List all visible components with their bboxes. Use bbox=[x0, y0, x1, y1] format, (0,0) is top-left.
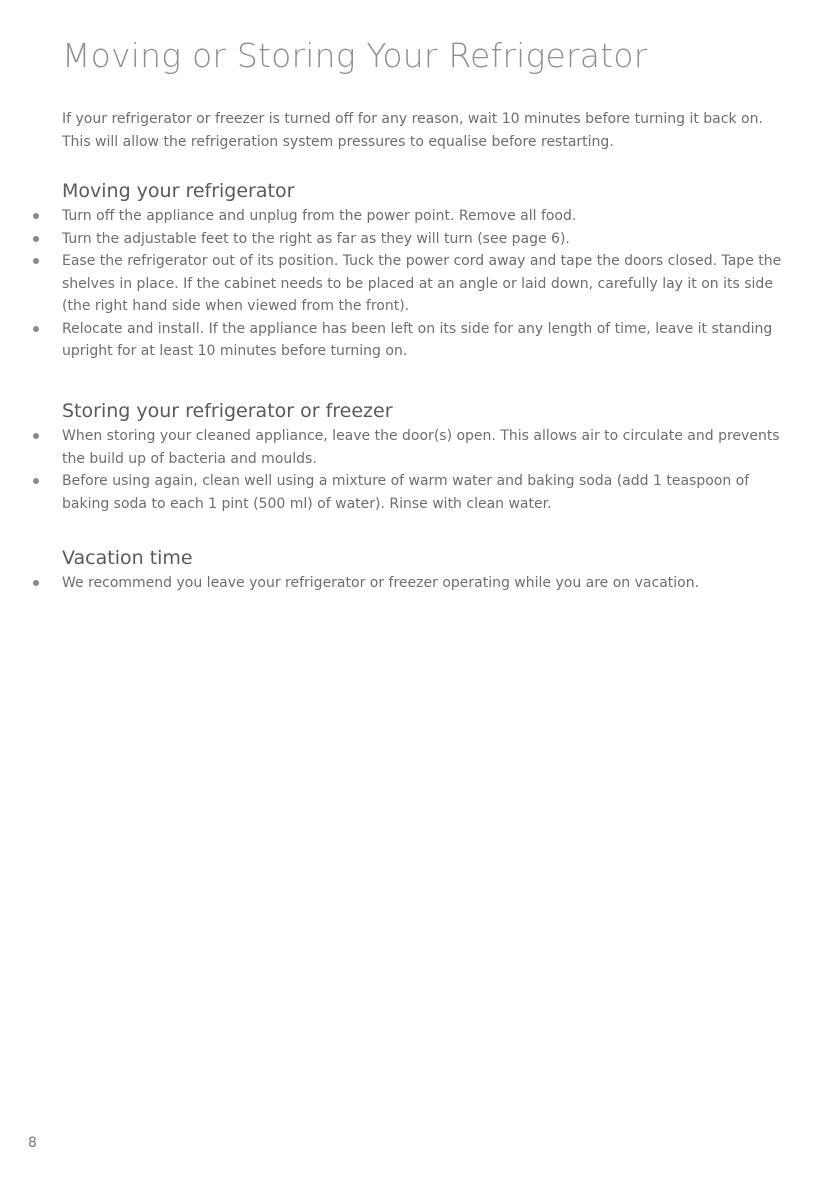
bullet-icon bbox=[33, 213, 39, 219]
list-item: When storing your cleaned appliance, leave the door(s) open. This allows air to circulate and prevents the build up of bacteria and moulds. bbox=[62, 425, 792, 470]
list-item: Ease the refrigerator out of its position. Tuck the power cord away and tape the doors closed. Tape the shelves in place. If the cabinet needs to be placed at an angle or laid down, carefully lay it on its side (the right hand side when viewed from the front). bbox=[62, 250, 792, 318]
bullet-icon bbox=[33, 326, 39, 332]
bullet-icon bbox=[33, 433, 39, 439]
section-storing bbox=[62, 398, 792, 515]
bullet-icon bbox=[33, 478, 39, 484]
page-number: 8 bbox=[28, 1135, 37, 1151]
section-heading-moving: Moving your refrigerator bbox=[62, 180, 295, 202]
section-heading-vacation: Vacation time bbox=[62, 547, 193, 569]
list-item: We recommend you leave your refrigerator or freezer operating while you are on vacation. bbox=[62, 572, 792, 595]
section-vacation bbox=[62, 545, 792, 595]
bullet-icon bbox=[33, 580, 39, 586]
storing-steps-list bbox=[62, 425, 792, 515]
page-title: Moving or Storing Your Refrigerator bbox=[62, 36, 648, 75]
bullet-icon bbox=[33, 258, 39, 264]
bullet-icon bbox=[33, 236, 39, 242]
section-heading-storing: Storing your refrigerator or freezer bbox=[62, 400, 393, 422]
list-item: Turn the adjustable feet to the right as far as they will turn (see page 6). bbox=[62, 228, 792, 251]
section-moving bbox=[62, 178, 792, 363]
moving-steps-list bbox=[62, 205, 792, 363]
list-item: Relocate and install. If the appliance has been left on its side for any length of time, leave it standing upright for at least 10 minutes before turning on. bbox=[62, 318, 792, 363]
vacation-list bbox=[62, 572, 792, 595]
list-item: Turn off the appliance and unplug from the power point. Remove all food. bbox=[62, 205, 792, 228]
intro-paragraph: If your refrigerator or freezer is turned off for any reason, wait 10 minutes before turning it back on. This will allow the refrigeration system pressures to equalise before restarting. bbox=[62, 111, 763, 150]
list-item: Before using again, clean well using a mixture of warm water and baking soda (add 1 teaspoon of baking soda to each 1 pint (500 ml) of water). Rinse with clean water. bbox=[62, 470, 792, 515]
